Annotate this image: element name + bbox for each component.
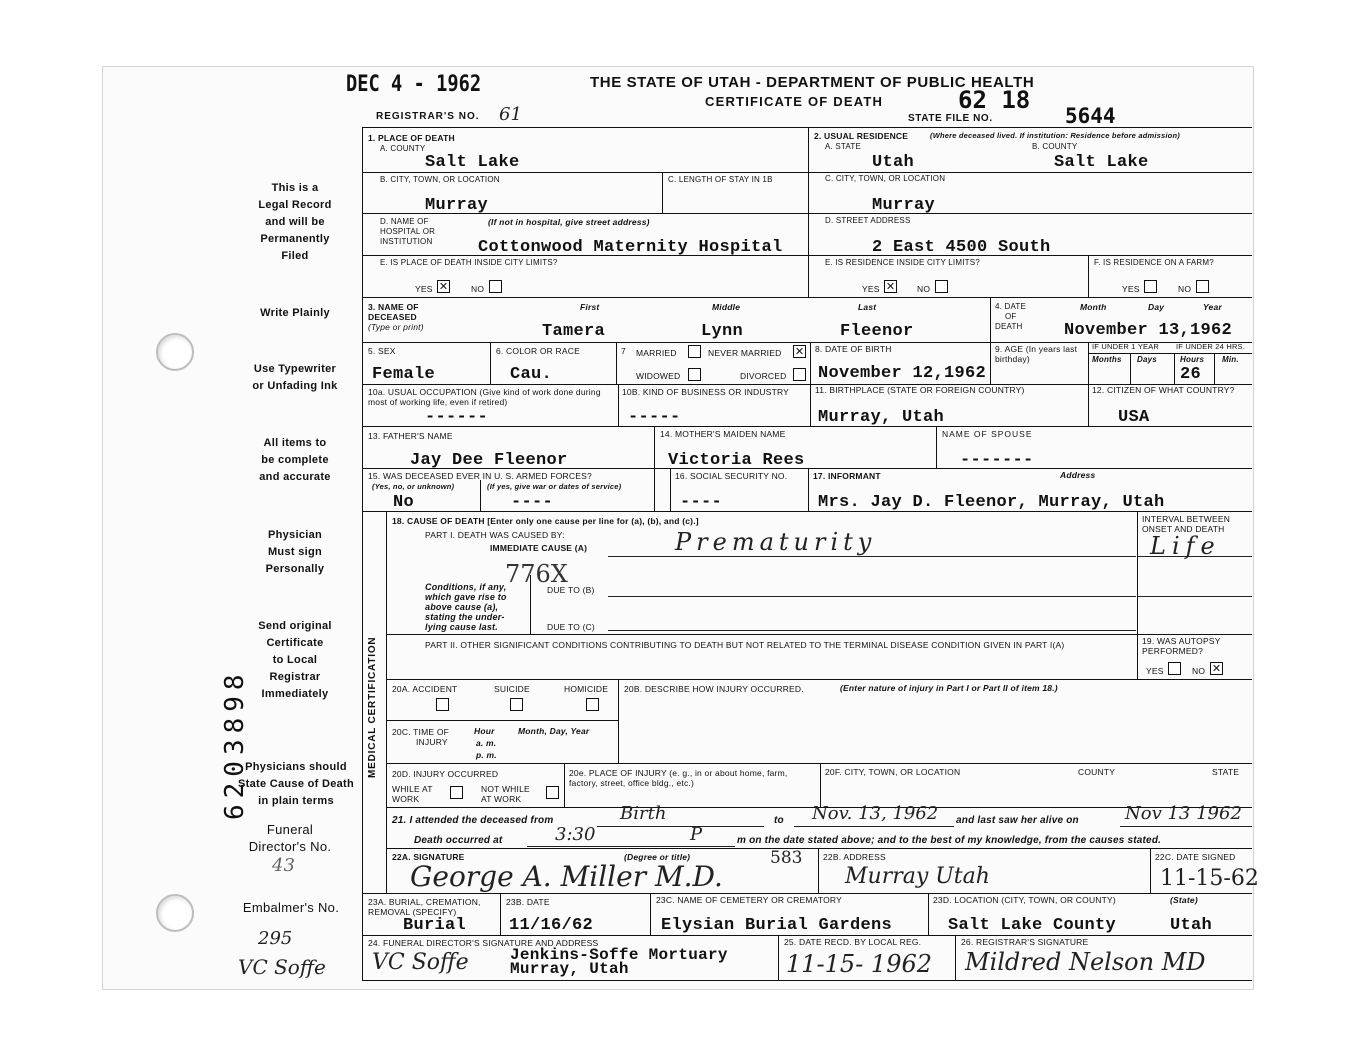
day-label: Day [1148, 302, 1165, 312]
form-subtitle: CERTIFICATE OF DEATH [705, 94, 884, 109]
sidebar-physicians-should: Physicians should State Cause of Death in plain terms [237, 761, 355, 807]
injury-occurred-label: 20D. INJURY OCCURRED [392, 769, 499, 779]
conditions-text: Conditions, if any, which gave rise to above cause (a), stating the under- lying cause last. [425, 582, 507, 632]
res-inside-label: E. IS RESIDENCE INSIDE CITY LIMITS? [825, 258, 980, 267]
divorced-checkbox[interactable] [793, 368, 806, 381]
sex-label: 5. SEX [368, 346, 396, 356]
immediate-label: IMMEDIATE CAUSE (A) [490, 543, 588, 553]
while-at-work-label: WHILE AT WORK [392, 784, 433, 804]
pod-hospital-note: (If not in hospital, give street address) [488, 217, 650, 227]
autopsy-yes-checkbox[interactable] [1168, 662, 1181, 675]
pod-hospital[interactable]: Cottonwood Maternity Hospital [478, 238, 783, 257]
embalmer-signature: VC Soffe [238, 955, 326, 979]
sidebar-write-plainly: Write Plainly [260, 307, 330, 319]
due-to-b-label: DUE TO (B) [547, 585, 595, 595]
interval-label: INTERVAL BETWEEN ONSET AND DEATH [1142, 514, 1231, 534]
min-label: Min. [1222, 355, 1239, 364]
homicide-label: HOMICIDE [564, 684, 609, 694]
date-received-label: 25. DATE RECD. BY LOCAL REG. [784, 937, 922, 947]
date-of-death-label: 4. DATE OF DEATH [995, 302, 1027, 331]
to-label: to [774, 815, 784, 826]
part1-label: PART I. DEATH WAS CAUSED BY: [425, 530, 565, 540]
never-married-checkbox[interactable]: ✕ [794, 345, 805, 358]
pod-city-label: B. CITY, TOWN, OR LOCATION [380, 175, 500, 184]
res-no-label: NO [917, 284, 931, 294]
armed-forces[interactable]: No [393, 493, 415, 512]
deceased-first-name[interactable]: Tamera [542, 322, 606, 341]
armed-note-2: (If yes, give war or dates of service) [487, 482, 622, 491]
funeral-director-signature[interactable]: VC Soffe [372, 950, 469, 975]
spouse-label: NAME OF SPOUSE [942, 429, 1033, 439]
res-street[interactable]: 2 East 4500 South [872, 238, 1051, 257]
citizen-label: 12. CITIZEN OF WHAT COUNTRY? [1092, 385, 1235, 395]
sidebar-send-original: Send original Certificate to Local Registrar Immediately [258, 620, 332, 700]
mother-label: 14. MOTHER'S MAIDEN NAME [660, 429, 786, 439]
father-name[interactable]: Jay Dee Fleenor [410, 451, 568, 470]
autopsy-label: 19. WAS AUTOPSY PERFORMED? [1142, 636, 1221, 656]
res-inside-yes-checkbox[interactable]: ✕ [885, 280, 896, 293]
form-title: THE STATE OF UTAH - DEPARTMENT OF PUBLIC HEALTH [590, 74, 1035, 91]
attended-text: 21. I attended the deceased from [392, 815, 554, 826]
pod-county-label: A. COUNTY [380, 144, 426, 153]
color-race[interactable]: Cau. [510, 365, 553, 384]
autopsy-yes-label: YES [1146, 666, 1164, 676]
funeral-home-name[interactable]: Jenkins-Soffe Mortuary [510, 946, 728, 964]
age-label: 9. AGE (In years last birthday) [995, 344, 1078, 364]
death-occurred-text-end: m on the date stated above; and to the best of my knowledge, from the causes stated. [737, 835, 1162, 846]
month-label: Month [1080, 302, 1107, 312]
service[interactable]: ---- [511, 493, 554, 512]
widowed-label: WIDOWED [636, 371, 681, 381]
pod-city[interactable]: Murray [425, 196, 489, 215]
informant-label: 17. INFORMANT [813, 471, 881, 481]
physician-address[interactable]: Murray Utah [845, 864, 990, 889]
physician-address-label: 22B. ADDRESS [823, 852, 886, 862]
not-while-at-work-checkbox[interactable] [546, 786, 559, 799]
res-state-label: A. STATE [825, 142, 861, 151]
interval-value[interactable]: Life [1150, 532, 1221, 560]
res-street-label: D. STREET ADDRESS [825, 216, 911, 225]
burial-type[interactable]: Burial [403, 916, 467, 935]
accident-label: 20A. ACCIDENT [392, 684, 458, 694]
physician-signature[interactable]: George A. Miller M.D. [410, 860, 723, 893]
farm-yes-checkbox[interactable] [1144, 280, 1157, 293]
funeral-director-label: 24. FUNERAL DIRECTOR'S SIGNATURE AND ADDRESS [368, 938, 599, 948]
burial-date[interactable]: 11/16/62 [509, 916, 594, 935]
place-of-death-label: 1. PLACE OF DEATH [368, 133, 455, 143]
date-signed-label: 22C. DATE SIGNED [1155, 852, 1236, 862]
not-while-at-work-label: NOT WHILE AT WORK [481, 784, 530, 804]
hour-label: Hour [474, 726, 495, 736]
month-day-year-label: Month, Day, Year [518, 726, 590, 736]
birthplace-label: 11. BIRTHPLACE (STATE OR FOREIGN COUNTRY) [815, 385, 1025, 395]
sidebar-typewriter: Use Typewriter or Unfading Ink [252, 363, 338, 392]
res-county[interactable]: Salt Lake [1054, 153, 1149, 172]
pod-inside-no-checkbox[interactable] [489, 280, 502, 293]
suicide-checkbox[interactable] [510, 698, 523, 711]
pod-yes-label: YES [415, 284, 433, 294]
last-name-label: Last [858, 302, 877, 312]
color-label: 6. COLOR OR RACE [496, 346, 580, 356]
registrar-signature[interactable]: Mildred Nelson MD [965, 948, 1206, 976]
date-of-birth[interactable]: November 12,1962 [818, 364, 987, 383]
birthplace[interactable]: Murray, Utah [818, 408, 945, 427]
armed-note-1: (Yes, no, or unknown) [372, 482, 455, 491]
residence-label: 2. USUAL RESIDENCE [814, 131, 909, 141]
farm-no-label: NO [1178, 284, 1192, 294]
first-name-label: First [580, 302, 600, 312]
informant-address-label: Address [1060, 470, 1096, 480]
describe-injury-label: 20B. DESCRIBE HOW INJURY OCCURRED. [624, 684, 804, 694]
cemetery-label: 23C. NAME OF CEMETERY OR CREMATORY [656, 895, 842, 905]
burial-label: 23A. BURIAL, CREMATION, REMOVAL (SPECIFY) [368, 897, 481, 917]
death-occurred-text: Death occurred at [414, 835, 503, 846]
ssn-label: 16. SOCIAL SECURITY NO. [675, 471, 788, 481]
sidebar-embalmer: Embalmer's No. [242, 900, 340, 915]
res-yes-label: YES [862, 284, 880, 294]
spouse[interactable]: ------- [960, 451, 1034, 470]
last-saw-text: and last saw her alive on [956, 815, 1079, 826]
autopsy-no-checkbox[interactable]: ✕ [1211, 662, 1222, 675]
due-to-c-label: DUE TO (C) [547, 622, 595, 632]
injury-county-label: COUNTY [1078, 767, 1116, 777]
divorced-label: DIVORCED [740, 371, 787, 381]
registrars-no: 61 [499, 104, 522, 125]
physician-number: 583 [770, 848, 803, 868]
months-label: Months [1092, 355, 1122, 364]
cemetery-state-label: (State) [1170, 895, 1198, 905]
business-label: 10B. KIND OF BUSINESS OR INDUSTRY [622, 387, 790, 397]
occupation-label: 10a. USUAL OCCUPATION (Give kind of work done during most of working life, even if retired) [368, 387, 601, 407]
res-inside-no-checkbox[interactable] [935, 280, 948, 293]
homicide-checkbox[interactable] [586, 698, 599, 711]
autopsy-no-label: NO [1192, 666, 1206, 676]
deceased-last-name[interactable]: Fleenor [840, 322, 914, 341]
pod-county[interactable]: Salt Lake [425, 153, 520, 172]
funeral-home-city[interactable]: Murray, Utah [510, 960, 629, 978]
informant[interactable]: Mrs. Jay D. Fleenor, Murray, Utah [818, 493, 1165, 512]
widowed-checkbox[interactable] [688, 368, 701, 381]
sidebar-all-items: All items to be complete and accurate [259, 437, 331, 483]
time-of-death[interactable]: 3:30 [555, 824, 596, 845]
deceased-middle-name[interactable]: Lynn [701, 322, 744, 341]
mother-name[interactable]: Victoria Rees [668, 451, 805, 470]
while-at-work-checkbox[interactable] [450, 786, 463, 799]
registrars-no-label: REGISTRAR'S NO. [376, 111, 480, 122]
res-county-label: B. COUNTY [1032, 142, 1078, 151]
deceased-name-label: 3. NAME OF DECEASED (Type or print) [368, 302, 424, 332]
res-farm-label: F. IS RESIDENCE ON A FARM? [1094, 258, 1214, 267]
injury-city-label: 20F. CITY, TOWN, OR LOCATION [825, 767, 961, 777]
res-city[interactable]: Murray [872, 196, 936, 215]
sidebar-funeral-director: Funeral Director's No. [248, 822, 332, 854]
married-checkbox[interactable] [688, 345, 701, 358]
marital-number: 7 [621, 346, 626, 356]
citizen[interactable]: USA [1118, 408, 1150, 427]
ssn[interactable]: ---- [680, 493, 723, 512]
funeral-director-no: 43 [272, 855, 295, 876]
cemetery[interactable]: Elysian Burial Gardens [661, 916, 893, 935]
days-label: Days [1137, 355, 1157, 364]
armed-forces-label: 15. WAS DECEASED EVER IN U. S. ARMED FORCES? [368, 471, 592, 481]
farm-yes-label: YES [1122, 284, 1140, 294]
father-label: 13. FATHER'S NAME [368, 431, 453, 441]
pod-stay-label: C. LENGTH OF STAY IN 1B [668, 175, 773, 184]
date-signed[interactable]: 11-15-62 [1160, 866, 1259, 891]
married-label: MARRIED [636, 348, 677, 358]
vertical-serial-number: 6203898 [220, 668, 250, 820]
date-received[interactable]: 11-15- 1962 [786, 950, 933, 978]
place-of-injury-label: 20e. PLACE OF INJURY (e. g., in or about home, farm, factory, street, office bldg., etc.) [569, 768, 788, 788]
middle-name-label: Middle [712, 302, 741, 312]
never-married-label: NEVER MARRIED [708, 348, 782, 358]
residence-note: (Where deceased lived. If institution: Residence before admission) [930, 131, 1180, 140]
cemetery-location[interactable]: Salt Lake County [948, 916, 1117, 935]
date-of-death[interactable]: November 13,1962 [1064, 321, 1233, 340]
burial-date-label: 23B. DATE [506, 897, 550, 907]
time-of-injury-label: 20C. TIME OF INJURY [392, 727, 450, 747]
pod-hospital-label: D. NAME OF HOSPITAL OR INSTITUTION [380, 217, 436, 246]
year-label: Year [1203, 302, 1222, 312]
accident-checkbox[interactable] [436, 698, 449, 711]
birth-label: 8. DATE OF BIRTH [815, 344, 892, 354]
punch-hole-bottom [156, 894, 194, 932]
under-1-year-label: IF UNDER 1 YEAR [1092, 342, 1160, 351]
injury-state-label: STATE [1212, 767, 1240, 777]
cemetery-location-label: 23D. LOCATION (CITY, TOWN, OR COUNTY) [933, 895, 1116, 905]
date-filed-stamp: DEC 4 - 1962 [346, 72, 482, 97]
cause-code: 776X [505, 560, 568, 588]
farm-no-checkbox[interactable] [1196, 280, 1209, 293]
sex[interactable]: Female [372, 365, 436, 384]
pod-no-label: NO [471, 284, 485, 294]
punch-hole-top [156, 333, 194, 371]
embalmer-no: 295 [258, 928, 293, 949]
sidebar-physician: Physician Must sign Personally [265, 529, 325, 575]
degree-label: (Degree or title) [624, 852, 691, 862]
state-file-label: STATE FILE NO. [908, 113, 993, 124]
year-code-stamp: 62 18 [958, 86, 1031, 114]
state-file-no: 5644 [1065, 104, 1116, 128]
describe-injury-note: (Enter nature of injury in Part I or Part II of item 18.) [840, 683, 1058, 693]
business[interactable]: ----- [628, 408, 681, 427]
last-saw-date[interactable]: Nov 13 1962 [1125, 803, 1242, 824]
signature-label: 22A. SIGNATURE [392, 852, 465, 862]
attended-to[interactable]: Nov. 13, 1962 [812, 803, 939, 824]
registrar-signature-label: 26. REGISTRAR'S SIGNATURE [961, 937, 1089, 947]
res-city-label: C. CITY, TOWN, OR LOCATION [825, 174, 946, 183]
age-hours[interactable]: 26 [1180, 365, 1202, 384]
time-of-death-ampm[interactable]: P [690, 824, 703, 845]
under-24-hrs-label: IF UNDER 24 HRS. [1176, 342, 1246, 351]
suicide-label: SUICIDE [494, 684, 530, 694]
part2-label: PART II. OTHER SIGNIFICANT CONDITIONS CONTRIBUTING TO DEATH BUT NOT RELATED TO THE TERMINAL DISEASE CONDITION GIVEN IN PART I(A) [425, 640, 1065, 650]
am-label: a. m. [476, 738, 497, 748]
cemetery-state[interactable]: Utah [1170, 916, 1213, 935]
attended-from[interactable]: Birth [620, 803, 667, 824]
res-state[interactable]: Utah [872, 153, 915, 172]
pod-inside-yes-checkbox[interactable]: ✕ [438, 280, 449, 293]
medical-certification-label: MEDICAL CERTIFICATION [367, 636, 378, 778]
pm-label: p. m. [476, 750, 497, 760]
occupation[interactable]: ------ [425, 408, 489, 427]
cause-label: 18. CAUSE OF DEATH [Enter only one cause per line for (a), (b), and (c).] [392, 516, 699, 526]
pod-inside-label: E. IS PLACE OF DEATH INSIDE CITY LIMITS? [380, 258, 558, 267]
hours-label: Hours [1180, 355, 1205, 364]
sidebar-legal-record: This is a Legal Record and will be Permanently Filed [258, 182, 332, 262]
immediate-cause[interactable]: Prematurity [675, 528, 877, 556]
